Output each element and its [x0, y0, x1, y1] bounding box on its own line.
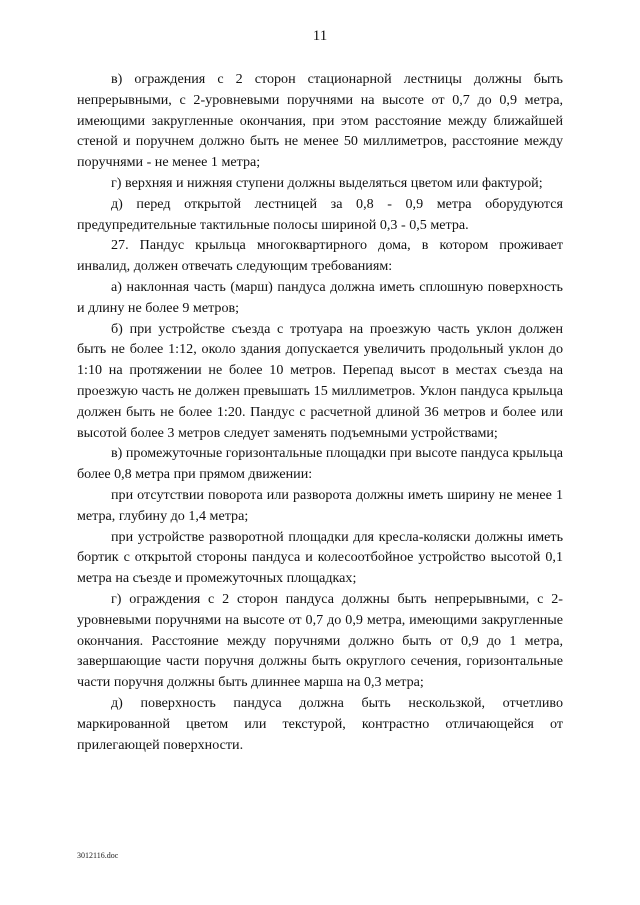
paragraph-tactile-strips: д) перед открытой лестницей за 0,8 - 0,9 метра оборудуются предупредительные тактильные полосы шириной 0,3 - 0,5 метра.	[77, 195, 563, 233]
paragraph-ramp-railings: г) ограждения с 2 сторон пандуса должны быть непрерывными, с 2-уровневыми поручнями на высоте от 0,7 до 0,9 метра, имеющими закругленные окончания. Расстояние между поручнями должно быть от 0,9 до 1 метра, завершающие части поручня должны быть округлого сечения, горизонтальные части поручня должны быть длиннее марша на 0,3 метра;	[77, 590, 563, 691]
paragraph-intermediate-platforms: в) промежуточные горизонтальные площадки при высоте пандуса крыльца более 0,8 метра при прямом движении:	[77, 445, 563, 483]
paragraph-ramp-incline: а) наклонная часть (марш) пандуса должна иметь сплошную поверхность и длину не более 9 метров;	[77, 278, 563, 316]
paragraph-stair-steps: г) верхняя и нижняя ступени должны выделяться цветом или фактурой;	[111, 174, 543, 191]
paragraph-no-turn: при отсутствии поворота или разворота должны иметь ширину не менее 1 метра, глубину до 1,4 метра;	[77, 486, 563, 524]
paragraph-turn-platform: при устройстве разворотной площадки для кресла-коляски должны иметь бортик с открытой стороны пандуса и колесоотбойное устройство высотой 0,1 метра на съезде и промежуточных площадках;	[77, 528, 563, 587]
body-text	[77, 69, 563, 755]
page-number: 11	[312, 28, 328, 44]
paragraph-ramp-surface: д) поверхность пандуса должна быть нескользкой, отчетливо маркированной цветом или текстурой, контрастно отличающейся от прилегающей поверхности.	[77, 694, 563, 753]
paragraph-ramp-slope: б) при устройстве съезда с тротуара на проезжую часть уклон должен быть не более 1:12, около здания допускается увеличить продольный уклон до 1:10 на протяжении не более 10 метров. Перепад высот в местах съезда на проезжую часть не должен превышать 15 миллиметров. Уклон пандуса крыльца должен быть не более 1:20. Пандус с расчетной длиной 36 метров и более или высотой более 3 метров следует заменять подъемными устройствами;	[77, 320, 563, 441]
paragraph-item-27: 27. Пандус крыльца многоквартирного дома, в котором проживает инвалид, должен отвечать следующим требованиям:	[77, 237, 563, 275]
paragraph-stair-railings: в) ограждения с 2 сторон стационарной лестницы должны быть непрерывными, с 2-уровневыми поручнями на высоте от 0,7 до 0,9 метра, имеющими закругленные окончания, при этом расстояние между ближайшей стеной и поручнем должно быть не менее 50 миллиметров, расстояние между поручнями - не менее 1 метра;	[77, 71, 563, 171]
footer-filename: 3012116.doc	[77, 851, 119, 860]
